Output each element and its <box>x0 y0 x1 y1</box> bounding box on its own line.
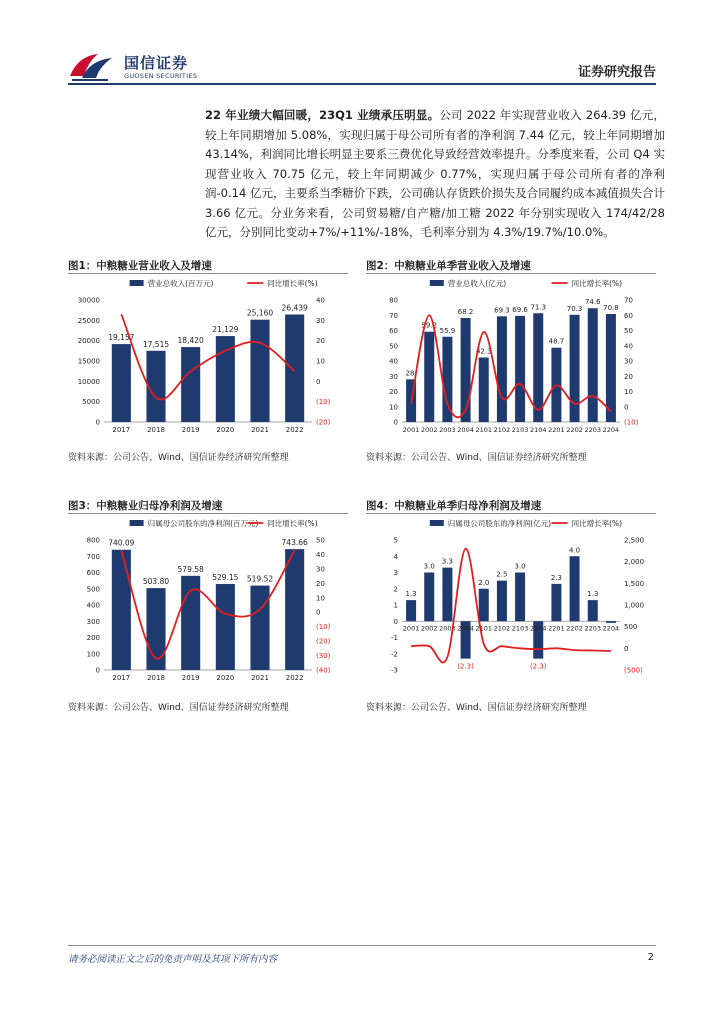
bar-data-label: 2.0 <box>478 578 490 587</box>
bar-data-label: 4.0 <box>569 546 581 555</box>
bar-2021 <box>250 320 269 422</box>
bar-data-label: 2.5 <box>496 570 508 579</box>
bar-data-label: 71.3 <box>530 303 547 312</box>
left-axis-tick: 5 <box>393 536 398 545</box>
figure-1 <box>68 258 348 468</box>
right-axis-tick: 40 <box>316 550 325 559</box>
right-axis-tick: 1,500 <box>624 579 645 588</box>
bar-2102 <box>497 316 507 422</box>
left-axis-tick: 1 <box>393 601 398 610</box>
right-axis-tick: (10) <box>316 623 331 632</box>
bar-data-label: 69.3 <box>494 306 510 315</box>
left-axis-tick: 0 <box>95 418 100 427</box>
logo-cn-text: 国信证券 <box>124 54 189 72</box>
right-axis-tick: 2,500 <box>624 536 645 545</box>
x-axis-tick: 2202 <box>566 426 583 434</box>
legend-bar-label: 营业总收入(亿元) <box>447 279 507 288</box>
right-axis-tick: 0 <box>316 377 321 386</box>
left-axis-tick: 3 <box>393 569 398 577</box>
bar-data-label: 3.0 <box>514 562 526 571</box>
left-axis-tick: 4 <box>393 552 398 561</box>
left-axis-tick: 100 <box>86 650 100 659</box>
x-axis-tick: 2019 <box>181 674 200 682</box>
page-number: 2 <box>647 952 654 963</box>
x-axis-tick: 2020 <box>216 426 235 434</box>
right-axis-tick: 50 <box>316 536 325 545</box>
x-axis-tick: 2021 <box>251 426 269 434</box>
bar-data-label: 519.52 <box>246 574 274 584</box>
left-axis-tick: 5000 <box>82 398 100 407</box>
bar-data-label: 42.3 <box>475 347 492 356</box>
figure-title: 图4：中粮糖业单季归母净利润及增速 <box>366 500 542 512</box>
x-axis-tick: 2104 <box>529 624 547 633</box>
legend-bar-label: 归属母公司股东的净利润(百万元) <box>147 519 259 528</box>
legend-line-label: 同比增长率(%) <box>267 519 318 528</box>
page-header <box>0 0 724 90</box>
bar-data-label: 21,129 <box>212 325 239 335</box>
left-axis-tick: 0 <box>393 418 398 427</box>
x-axis-tick: 2022 <box>285 674 304 682</box>
bar-data-label: 70.3 <box>566 304 583 313</box>
left-axis-tick: 15000 <box>77 357 100 366</box>
right-axis-tick: 20 <box>316 579 325 588</box>
figure-3 <box>68 498 348 718</box>
right-axis-tick: 30 <box>316 316 325 325</box>
left-axis-tick: 10000 <box>77 377 100 386</box>
x-axis-tick: 2020 <box>216 674 235 682</box>
header-divider <box>68 83 656 85</box>
legend-line-label: 同比增长率(%) <box>267 279 318 288</box>
x-axis-tick: 2004 <box>457 426 474 434</box>
left-axis-tick: -1 <box>391 634 398 642</box>
x-axis-tick: 2103 <box>511 426 529 434</box>
left-axis-tick: 50 <box>389 342 398 351</box>
x-axis-tick: 2002 <box>420 624 438 633</box>
figure-source: 资料来源：公司公告、Wind、国信证券经济研究所整理 <box>366 703 587 713</box>
bar-2017 <box>112 344 131 422</box>
x-axis-tick: 2203 <box>584 426 602 434</box>
bar-data-label: 740.09 <box>108 538 135 548</box>
right-axis-tick: 30 <box>316 565 325 574</box>
bar-data-label: 2.3 <box>550 573 562 582</box>
right-axis-tick: 60 <box>624 311 633 320</box>
left-axis-tick: -3 <box>391 666 398 675</box>
right-axis-tick: 1,000 <box>624 601 645 610</box>
legend-bar-label: 营业总收入(百万元) <box>147 279 214 288</box>
right-axis-tick: 0 <box>316 608 321 617</box>
bar-2102 <box>497 581 507 622</box>
legend-line-label: 同比增长率(%) <box>571 279 623 288</box>
bar-2017 <box>112 550 131 670</box>
x-axis-tick: 2003 <box>439 624 456 633</box>
bar-2003 <box>442 337 452 422</box>
left-axis-tick: 0 <box>95 666 100 675</box>
left-axis-tick: 25000 <box>77 316 100 325</box>
x-axis-tick: 2022 <box>285 426 304 434</box>
right-axis-tick: (10) <box>624 418 639 427</box>
right-axis-tick: 20 <box>316 337 325 346</box>
x-axis-tick: 2003 <box>439 426 456 434</box>
bar-2103 <box>515 573 525 622</box>
x-axis-tick: 2001 <box>402 624 420 633</box>
left-axis-tick: 40 <box>389 357 398 366</box>
right-axis-tick: 10 <box>316 357 325 366</box>
right-axis-tick: (500) <box>624 666 643 675</box>
right-axis-tick: 40 <box>624 342 633 351</box>
figure-2 <box>366 258 656 468</box>
bar-data-label: 19,157 <box>108 333 135 343</box>
x-axis-tick: 2021 <box>251 674 269 682</box>
legend-bar-swatch <box>430 520 444 526</box>
x-axis-tick: 2103 <box>511 624 529 633</box>
left-axis-tick: 600 <box>86 569 100 577</box>
bar-2202 <box>570 315 580 422</box>
guosen-logo-icon <box>68 50 120 82</box>
left-axis-tick: 400 <box>86 601 100 610</box>
bar-2101 <box>479 357 489 422</box>
right-axis-tick: 30 <box>624 357 633 366</box>
left-axis-tick: 60 <box>389 327 398 335</box>
bar-2203 <box>588 308 598 422</box>
right-axis-tick: (20) <box>316 637 331 646</box>
right-axis-tick: (10) <box>316 398 331 407</box>
left-axis-tick: 700 <box>86 552 100 561</box>
footer-divider <box>68 945 656 946</box>
left-axis-tick: -2 <box>391 650 398 659</box>
x-axis-tick: 2203 <box>584 624 602 633</box>
bar-data-label: (2.3) <box>457 662 474 671</box>
left-axis-tick: 800 <box>86 536 100 545</box>
logo-en-text: GUOSEN SECURITIES <box>124 72 198 80</box>
right-axis-tick: 40 <box>316 296 325 305</box>
legend-bar-swatch <box>130 280 144 286</box>
bar-data-label: 55.9 <box>439 326 456 335</box>
bar-data-label: 3.3 <box>441 557 453 566</box>
x-axis-tick: 2102 <box>493 624 511 633</box>
right-axis-tick: 10 <box>316 594 325 603</box>
right-axis-tick: 20 <box>624 372 633 381</box>
right-axis-tick: 10 <box>624 388 633 396</box>
figure-4 <box>366 498 656 718</box>
growth-rate-line <box>411 549 611 663</box>
left-axis-tick: 30 <box>389 372 398 381</box>
x-axis-tick: 2204 <box>602 624 620 633</box>
x-axis-tick: 2017 <box>112 674 131 682</box>
bar-data-label: 48.7 <box>548 337 565 346</box>
x-axis-tick: 2102 <box>493 426 511 434</box>
left-axis-tick: 20000 <box>77 337 100 346</box>
left-axis-tick: 30000 <box>77 296 100 305</box>
figure-title: 图3：中粮糖业归母净利润及增速 <box>68 500 223 512</box>
bar-2022 <box>285 549 304 670</box>
left-axis-tick: 20 <box>389 388 398 396</box>
figure-title: 图1：中粮糖业营业收入及增速 <box>68 260 212 272</box>
x-axis-tick: 2017 <box>112 426 131 434</box>
x-axis-tick: 2018 <box>147 426 165 434</box>
figure-source: 资料来源：公司公告、Wind、国信证券经济研究所整理 <box>68 703 289 713</box>
figure-source: 资料来源：公司公告、Wind、国信证券经济研究所整理 <box>68 453 289 463</box>
bar-data-label: 3.0 <box>423 562 435 571</box>
x-axis-tick: 2202 <box>566 624 583 633</box>
summary-paragraph <box>205 106 665 243</box>
figure-title: 图2：中粮糖业单季营业收入及增速 <box>366 260 531 272</box>
right-axis-tick: 70 <box>624 296 633 305</box>
bar-2019 <box>181 347 200 422</box>
figure-title-rule <box>366 273 656 274</box>
left-axis-tick: 70 <box>389 311 398 320</box>
bar-2204 <box>606 314 616 422</box>
legend-line-label: 同比增长率(%) <box>571 519 623 528</box>
x-axis-tick: 2204 <box>602 426 620 434</box>
figure-title-rule <box>68 513 348 514</box>
bar-2020 <box>216 584 235 670</box>
bar-data-label: 74.6 <box>584 298 601 307</box>
right-axis-tick: 2,000 <box>624 558 645 567</box>
bar-2021 <box>250 586 269 670</box>
bar-2002 <box>424 332 434 422</box>
x-axis-tick: 2201 <box>548 426 565 434</box>
left-axis-tick: 80 <box>389 296 398 305</box>
x-axis-tick: 2002 <box>420 426 438 434</box>
left-axis-tick: 0 <box>393 617 398 626</box>
bar-2003 <box>442 568 452 622</box>
left-axis-tick: 2 <box>393 585 398 594</box>
x-axis-tick: 2101 <box>475 624 493 633</box>
x-axis-tick: 2004 <box>457 624 474 633</box>
report-type: 证券研究报告 <box>577 65 656 80</box>
paragraph-body: 公司 2022 年实现营业收入 264.39 亿元，较上年同期增加 5.08%，实现归属于母公司所有者的净利润 7.44 亿元，较上年同期增加 43.14%，利润同比增长明显主要系三费优化导致经营效率提升。分季度来看，公司 Q4 实现营业收入 70.75 亿元，较上年同期减少 0.77%，实现归属于母公司所有者的净利润-0.14 亿元，主要系当季糖价下跌，公司确认存货跌价损失及合同履约成本减值损失合计 3.66 亿元。分业务来看，公司贸易糖/自产糖/加工糖 2022 年分别实现收入 174/42/28 亿元，分别同比变动+7%/+11%/-18%，毛利率分别为 4.3%/19.7%/10.0%。 <box>205 108 665 239</box>
right-axis-tick: (40) <box>316 666 331 675</box>
x-axis-tick: 2104 <box>529 426 547 434</box>
bar-2203 <box>588 600 598 621</box>
bar-2001 <box>406 600 416 621</box>
figure-title-rule <box>68 273 348 274</box>
bar-data-label: 69.6 <box>512 305 528 314</box>
right-axis-tick: 0 <box>624 644 629 653</box>
bar-data-label: 579.58 <box>177 564 204 574</box>
right-axis-tick: (30) <box>316 652 331 661</box>
bar-data-label: 1.3 <box>587 590 599 599</box>
bar-data-label: 59.2 <box>421 321 438 330</box>
bar-data-label: 70.8 <box>603 304 619 313</box>
bar-data-label: 28. <box>405 369 417 378</box>
legend-bar-label: 归属母公司股东的净利润(亿元) <box>447 519 552 528</box>
guosen-logo <box>68 48 198 84</box>
bar-2201 <box>551 584 561 621</box>
bar-data-label: 68.2 <box>457 307 474 316</box>
bar-data-label: 26,439 <box>281 303 308 313</box>
chart-revenue-quarterly <box>366 276 656 438</box>
bar-data-label: 1.3 <box>405 590 417 599</box>
bar-2204 <box>606 621 616 623</box>
bar-data-label: 25,160 <box>246 308 274 318</box>
x-axis-tick: 2001 <box>402 426 420 434</box>
legend-bar-swatch <box>130 520 144 526</box>
x-axis-tick: 2018 <box>147 674 165 682</box>
x-axis-tick: 2101 <box>475 426 493 434</box>
x-axis-tick: 2019 <box>181 426 200 434</box>
right-axis-tick: (20) <box>316 418 331 427</box>
left-axis-tick: 10 <box>389 403 398 412</box>
bar-2022 <box>285 314 304 422</box>
bar-2101 <box>479 589 489 622</box>
chart-revenue-annual <box>68 276 348 438</box>
figure-source: 资料来源：公司公告、Wind、国信证券经济研究所整理 <box>366 453 587 463</box>
bar-2202 <box>570 556 580 621</box>
bar-data-label: 18,420 <box>177 336 204 346</box>
right-axis-tick: 0 <box>624 403 629 412</box>
bar-2002 <box>424 573 434 622</box>
bar-data-label: 743.66 <box>281 538 308 548</box>
figure-title-rule <box>366 513 656 514</box>
bar-data-label: 529.15 <box>212 573 239 583</box>
bar-data-label: 503.80 <box>142 577 170 587</box>
left-axis-tick: 300 <box>86 617 100 626</box>
right-axis-tick: 500 <box>624 623 638 632</box>
bar-2103 <box>515 316 525 422</box>
bar-2020 <box>216 336 235 422</box>
legend-bar-swatch <box>430 280 444 286</box>
bar-data-label: (2.3) <box>529 662 547 671</box>
paragraph-lead: 22 年业绩大幅回暖，23Q1 业绩承压明显。 <box>205 108 440 122</box>
bar-data-label: 17,515 <box>142 339 170 349</box>
chart-netprofit-annual <box>68 516 348 686</box>
x-axis-tick: 2201 <box>548 624 565 633</box>
chart-netprofit-quarterly <box>366 516 656 686</box>
left-axis-tick: 500 <box>86 585 100 594</box>
right-axis-tick: 50 <box>624 327 633 335</box>
left-axis-tick: 200 <box>86 634 100 642</box>
footer-disclaimer: 请务必阅读正文之后的免责声明及其项下所有内容 <box>68 954 278 965</box>
bar-2004 <box>461 318 471 422</box>
